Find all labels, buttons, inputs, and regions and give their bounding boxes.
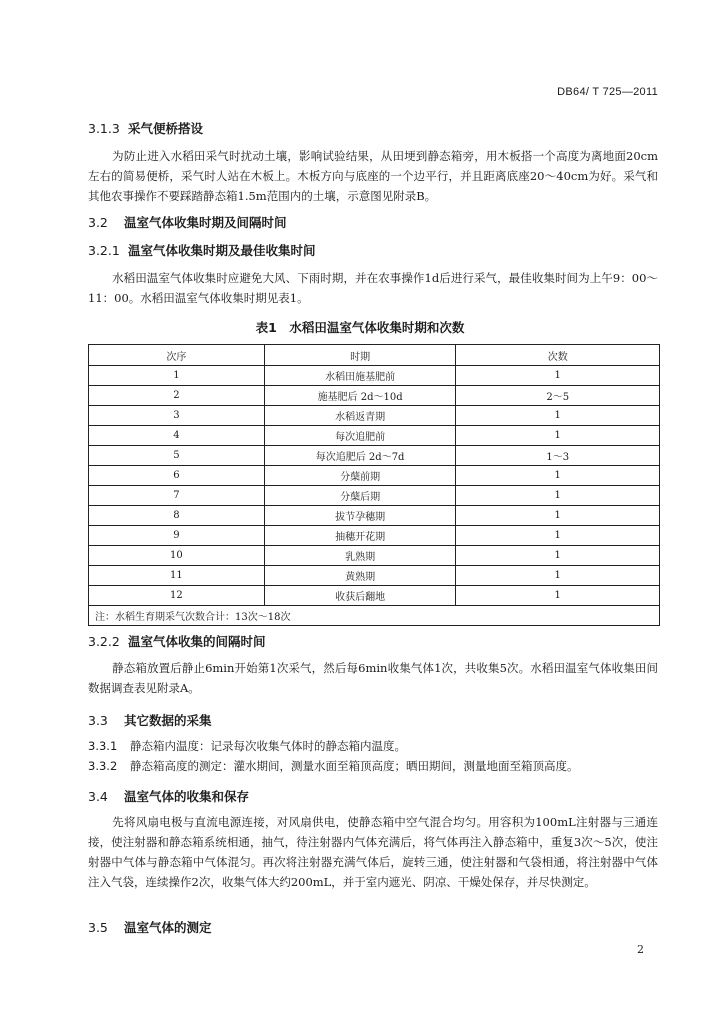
table-cell: 6	[89, 466, 265, 486]
section-title: 温室气体的测定	[124, 920, 212, 935]
section-number: 3.2.2	[88, 634, 120, 649]
section-heading-3-2	[88, 213, 287, 231]
table-cell: 1	[456, 406, 660, 426]
table-cell: 每次追肥后 2d～7d	[264, 446, 456, 466]
table-cell: 11	[89, 566, 265, 586]
paragraph-3-2-1	[88, 268, 658, 308]
section-number: 3.4	[88, 789, 108, 804]
table-cell: 施基肥后 2d～10d	[264, 386, 456, 406]
item-3-3-2	[88, 758, 579, 774]
table-header-cell: 时期	[264, 345, 456, 366]
table-row	[89, 426, 660, 446]
table-cell: 12	[89, 586, 265, 606]
table-header-cell: 次序	[89, 345, 265, 366]
item-number: 3.3.1	[88, 739, 118, 753]
table-row	[89, 386, 660, 406]
section-title: 温室气体收集时期及最佳收集时间	[128, 243, 316, 258]
table-cell: 水稻返青期	[264, 406, 456, 426]
table-note-row	[89, 606, 660, 626]
table-cell: 每次追肥前	[264, 426, 456, 446]
table-row	[89, 526, 660, 546]
table-cell: 2～5	[456, 386, 660, 406]
paragraph-text: 先将风扇电极与直流电源连接，对风扇供电，使静态箱中空气混合均匀。用容积为100mL注射器与三通连接，使注射器和静态箱系统相通，抽气，待注射器内气体充满后，将气体再注入静态箱中，重复3次～5次，使注射器中气体与静态箱中气体混匀。再次将注射器充满气体后，旋转三通，使注射器和气袋相通，将注射器中气体注入气袋，连续操作2次，收集气体大约200mL，并于室内遮光、阴凉、干燥处保存，并尽快测定。	[88, 815, 658, 889]
table-cell: 3	[89, 406, 265, 426]
table-row	[89, 466, 660, 486]
item-text: 静态箱内温度：记录每次收集气体时的静态箱内温度。	[130, 739, 406, 753]
table-cell: 黄熟期	[264, 566, 456, 586]
section-number: 3.2.1	[88, 243, 120, 258]
table-cell: 1	[456, 486, 660, 506]
page-number: 2	[637, 943, 644, 956]
table-cell: 1	[456, 566, 660, 586]
table-row	[89, 366, 660, 386]
table-note: 注：水稻生育期采气次数合计：13次～18次	[89, 606, 660, 626]
paragraph-text: 为防止进入水稻田采气时扰动土壤，影响试验结果，从田埂到静态箱旁，用木板搭一个高度为离地面20cm左右的简易便桥，采气时人站在木板上。木板方向与底座的一个边平行，并且距离底座20～40cm为好。采气和其他农事操作不要踩踏静态箱1.5m范围内的土壤，示意图见附录B。	[88, 149, 658, 203]
section-heading-3-2-2	[88, 632, 266, 650]
item-text: 静态箱高度的测定：灌水期间，测量水面至箱顶高度；晒田期间，测量地面至箱顶高度。	[130, 759, 579, 773]
table-row	[89, 546, 660, 566]
table-cell: 1	[456, 546, 660, 566]
table-cell: 1～3	[456, 446, 660, 466]
table-cell: 1	[456, 426, 660, 446]
table-row	[89, 446, 660, 466]
table-cell: 8	[89, 506, 265, 526]
section-heading-3-3	[88, 711, 212, 729]
section-number: 3.1.3	[88, 121, 120, 136]
section-title: 温室气体收集的间隔时间	[128, 634, 266, 649]
section-heading-3-5	[88, 918, 212, 936]
section-title: 其它数据的采集	[124, 713, 212, 728]
section-heading-3-2-1	[88, 241, 316, 259]
table-cell: 1	[456, 506, 660, 526]
table-cell: 1	[89, 366, 265, 386]
table-cell: 7	[89, 486, 265, 506]
paragraph-3-4	[88, 812, 658, 892]
paragraph-text: 水稻田温室气体收集时应避免大风、下雨时期，并在农事操作1d后进行采气，最佳收集时间为上午9：00～11：00。水稻田温室气体收集时期见表1。	[88, 271, 658, 305]
table-header-row	[89, 345, 660, 366]
section-heading-3-4	[88, 787, 249, 805]
table-cell: 2	[89, 386, 265, 406]
table-cell: 1	[456, 366, 660, 386]
item-number: 3.3.2	[88, 759, 118, 773]
table-cell: 分蘖前期	[264, 466, 456, 486]
table-caption: 表1 水稻田温室气体收集时期和次数	[255, 320, 465, 335]
collection-period-table	[88, 344, 660, 626]
paragraph-3-1-3	[88, 146, 658, 206]
section-title: 采气便桥搭设	[128, 121, 204, 136]
section-title: 温室气体的收集和保存	[124, 789, 250, 804]
document-code: DB64/ T 725—2011	[557, 86, 658, 98]
table-row	[89, 506, 660, 526]
table-cell: 收获后翻地	[264, 586, 456, 606]
table-cell: 抽穗开花期	[264, 526, 456, 546]
section-heading-3-1-3	[88, 119, 203, 137]
table-row	[89, 566, 660, 586]
table-cell: 分蘖后期	[264, 486, 456, 506]
table-cell: 10	[89, 546, 265, 566]
item-3-3-1	[88, 738, 406, 754]
table-cell: 1	[456, 526, 660, 546]
table-cell: 1	[456, 466, 660, 486]
section-number: 3.5	[88, 920, 108, 935]
section-number: 3.3	[88, 713, 108, 728]
table-cell: 9	[89, 526, 265, 546]
table-cell: 5	[89, 446, 265, 466]
table-row	[89, 486, 660, 506]
table-cell: 乳熟期	[264, 546, 456, 566]
paragraph-3-2-2	[88, 658, 658, 698]
section-title: 温室气体收集时期及间隔时间	[124, 215, 287, 230]
table-cell: 1	[456, 586, 660, 606]
table-cell: 水稻田施基肥前	[264, 366, 456, 386]
paragraph-text: 静态箱放置后静止6min开始第1次采气，然后每6min收集气体1次，共收集5次。水稻田温室气体收集田间数据调查表见附录A。	[88, 661, 658, 695]
table-cell: 拔节孕穗期	[264, 506, 456, 526]
table-row	[89, 586, 660, 606]
table-row	[89, 406, 660, 426]
table-header-cell: 次数	[456, 345, 660, 366]
section-number: 3.2	[88, 215, 108, 230]
table-cell: 4	[89, 426, 265, 446]
